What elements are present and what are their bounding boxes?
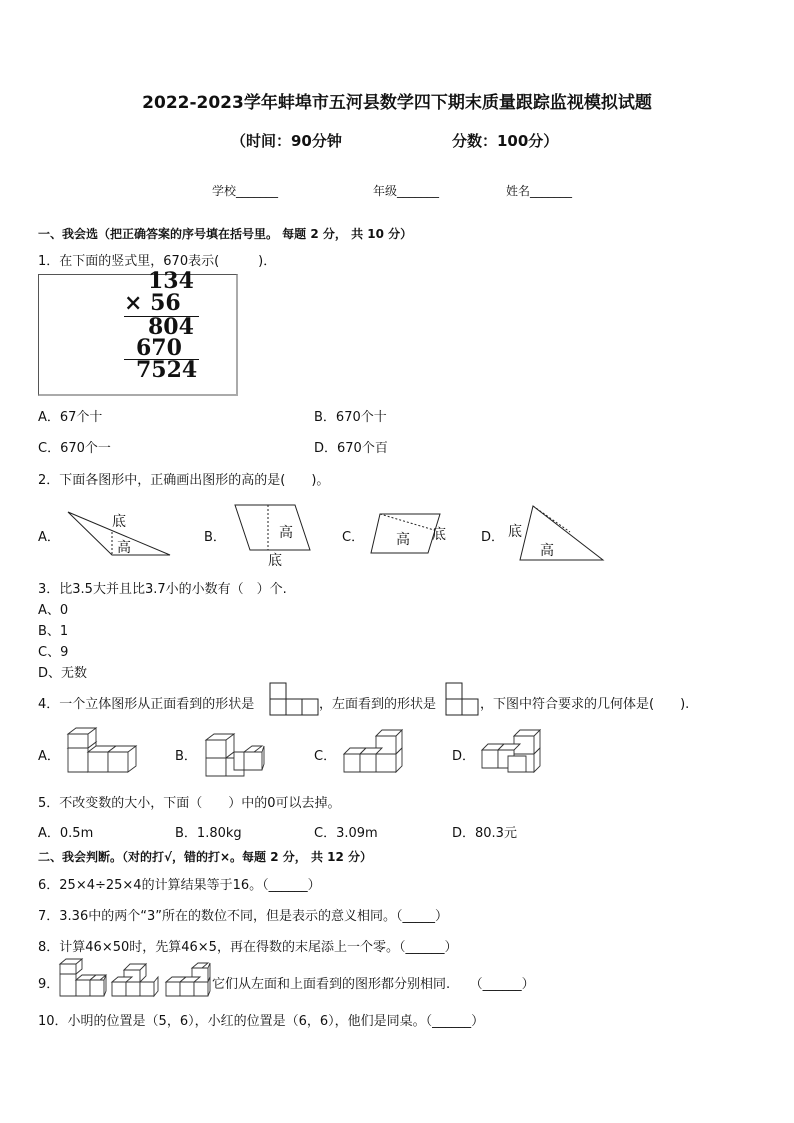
school-field: 学校_______ <box>212 184 279 198</box>
q2-fig-c-base-label: 底 <box>432 527 446 543</box>
q5-option-a[interactable]: A．0.5m <box>38 826 94 841</box>
q2-fig-a-base-label: 底 <box>112 514 126 530</box>
section2-heading: 二、我会判断。（对的打√，错的打×。每题 2 分， 共 12 分） <box>38 850 372 864</box>
q2-label-d[interactable]: D． <box>481 530 505 545</box>
q4-label-c[interactable]: C． <box>314 749 337 764</box>
q1-calc-line3: 804 <box>148 314 194 340</box>
q4-stem-a: 4．一个立体图形从正面看到的形状是 <box>38 697 255 712</box>
q9-number: 9． <box>38 977 60 992</box>
q1-calc-line2: × 56 <box>124 290 181 316</box>
q7-text: 7．3.36中的两个“3”所在的数位不同，但是表示的意义相同。（_____） <box>38 909 448 924</box>
q1-option-d[interactable]: D．670个百 <box>314 441 388 456</box>
q1-stem: 1．在下面的竖式里，670表示( )． <box>38 254 277 269</box>
q9-solid-2 <box>112 964 158 996</box>
q3-option-c[interactable]: C、9 <box>38 645 69 660</box>
q2-fig-d-height-label: 高 <box>540 543 554 559</box>
q5-stem: 5．不改变数的大小，下面（ ）中的0可以去掉。 <box>38 796 341 811</box>
q2-label-a[interactable]: A． <box>38 530 60 545</box>
q3-stem: 3．比3.5大并且比3.7小的小数有（ ）个. <box>38 582 287 597</box>
q2-label-c[interactable]: C． <box>342 530 365 545</box>
page-title: 2022-2023学年蚌埠市五河县数学四下期末质量跟踪监视模拟试题 <box>142 93 652 113</box>
q1-calc-line4: 670 <box>136 335 182 361</box>
exam-time: （时间：90分钟 <box>231 132 342 150</box>
q4-stem-c: ，下图中符合要求的几何体是( ). <box>480 697 690 712</box>
q2-fig-a-height-label: 高 <box>117 540 131 556</box>
q2-fig-d-base-label: 底 <box>508 524 522 540</box>
q8-text: 8．计算46×50时，先算46×5，再在得数的末尾添上一个零。（______） <box>38 940 458 955</box>
q10-text: 10．小明的位置是（5，6），小红的位置是（6，6），他们是同桌。（______） <box>38 1014 485 1029</box>
q9-text: 它们从左面和上面看到的图形都分别相同. （______） <box>212 977 535 992</box>
q4-label-b[interactable]: B． <box>175 749 197 764</box>
name-field: 姓名_______ <box>506 184 573 198</box>
q4-stem-b: ，左面看到的形状是 <box>319 697 437 712</box>
q2-fig-b-base-label: 底 <box>268 553 282 569</box>
q5-option-b[interactable]: B．1.80kg <box>175 826 242 841</box>
q2-label-b[interactable]: B． <box>204 530 226 545</box>
section1-heading: 一、我会选（把正确答案的序号填在括号里。 每题 2 分， 共 10 分） <box>38 227 413 241</box>
q4-label-d[interactable]: D． <box>452 749 476 764</box>
q9-solid-1 <box>60 959 106 996</box>
q3-option-a[interactable]: A、0 <box>38 603 69 618</box>
q5-option-c[interactable]: C．3.09m <box>314 826 378 841</box>
q2-fig-b-height-label: 高 <box>279 525 293 541</box>
q3-option-b[interactable]: B、1 <box>38 624 69 639</box>
q5-option-d[interactable]: D．80.3元 <box>452 826 517 841</box>
q6-text: 6．25×4÷25×4的计算结果等于16。（______） <box>38 878 321 893</box>
q2-stem: 2．下面各图形中，正确画出图形的高的是( )。 <box>38 473 330 488</box>
q2-fig-c-height-label: 高 <box>396 532 410 548</box>
q3-option-d[interactable]: D、无数 <box>38 666 88 681</box>
q1-option-b[interactable]: B．670个十 <box>314 410 387 425</box>
q9-solid-3 <box>166 963 210 996</box>
q1-calc-line1: 134 <box>148 268 194 294</box>
q1-option-a[interactable]: A．67个十 <box>38 410 103 425</box>
exam-score: 分数：100分） <box>452 132 559 150</box>
q1-option-c[interactable]: C．670个一 <box>38 441 111 456</box>
q4-label-a[interactable]: A． <box>38 749 60 764</box>
grade-field: 年级_______ <box>373 184 440 198</box>
q1-calc-line5: 7524 <box>136 357 198 383</box>
